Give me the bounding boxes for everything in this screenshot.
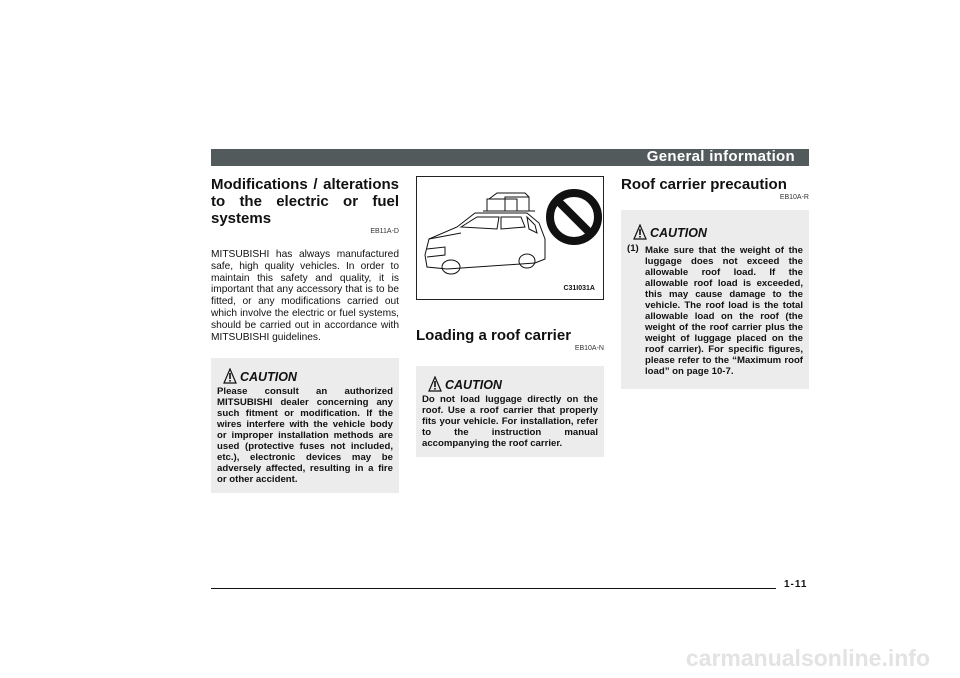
roof-carrier-precaution-heading: Roof carrier precaution [621,176,787,193]
car-with-luggage-illustration [417,177,603,299]
loading-caution-box [416,366,604,457]
caution-label: CAUTION [240,370,297,385]
column-roof-carrier-precaution [621,176,809,389]
warning-icon [633,224,647,240]
precaution-caution-box [621,210,809,389]
modifications-code: EB11A-D [370,228,399,235]
column-loading-roof-carrier [416,176,604,457]
section-header-bar [211,149,809,166]
warning-icon [223,368,237,384]
figure-code: C31I031A [563,285,595,292]
caution-label: CAUTION [445,378,502,392]
list-item-text: Make sure that the weight of the luggage does not exceed the allowable roof load. If the allowable roof load is exceeded, this may cause damage to the vehicle. The roof load is the total allowable load on the roof (the weight of the roof carrier plus the weight of luggage placed on the roof carrier). For specific figures, please refer to the “Maximum roof load” on page 10-7. [645,245,803,377]
footer-rule [211,588,776,589]
watermark-text: carmanualsonline.info [685,645,930,671]
warning-icon [428,376,442,392]
roof-luggage-figure [416,176,604,300]
page-number: 1-11 [784,579,808,590]
modifications-heading: Modifications / alterations to the electric or fuel systems [211,176,399,227]
loading-roof-carrier-code: EB10A-N [574,345,604,352]
modifications-body: MITSUBISHI has always manufactured safe, high quality vehicles. In order to maintain this safety and quality, it is important that any accessory that is to be fitted, or any modifications carried out which involve the electric or fuel systems, should be carried out in accordance with MITSUBISHI guidelines. [211,249,399,343]
section-title: General information [646,148,795,165]
column-modifications [211,176,399,493]
caution-label: CAUTION [650,226,707,240]
modifications-caution-text: Please consult an authorized MITSUBISHI dealer concerning any such fitment or modification. If the wires interfere with the vehicle body or improper installation methods are used (protective fuses not included, etc.), electronic devices may be adversely affected, resulting in a fire or other accident. [217,386,393,486]
list-item-number: (1) [627,243,639,254]
roof-carrier-precaution-code: EB10A-R [779,194,809,201]
loading-roof-carrier-heading: Loading a roof carrier [416,327,572,344]
modifications-caution-box [211,358,399,493]
loading-caution-text: Do not load luggage directly on the roof. Use a roof carrier that properly fits your vehicle. For installation, refer to the instruction manual accompanying the roof carrier. [422,394,598,449]
list-item [627,243,803,377]
